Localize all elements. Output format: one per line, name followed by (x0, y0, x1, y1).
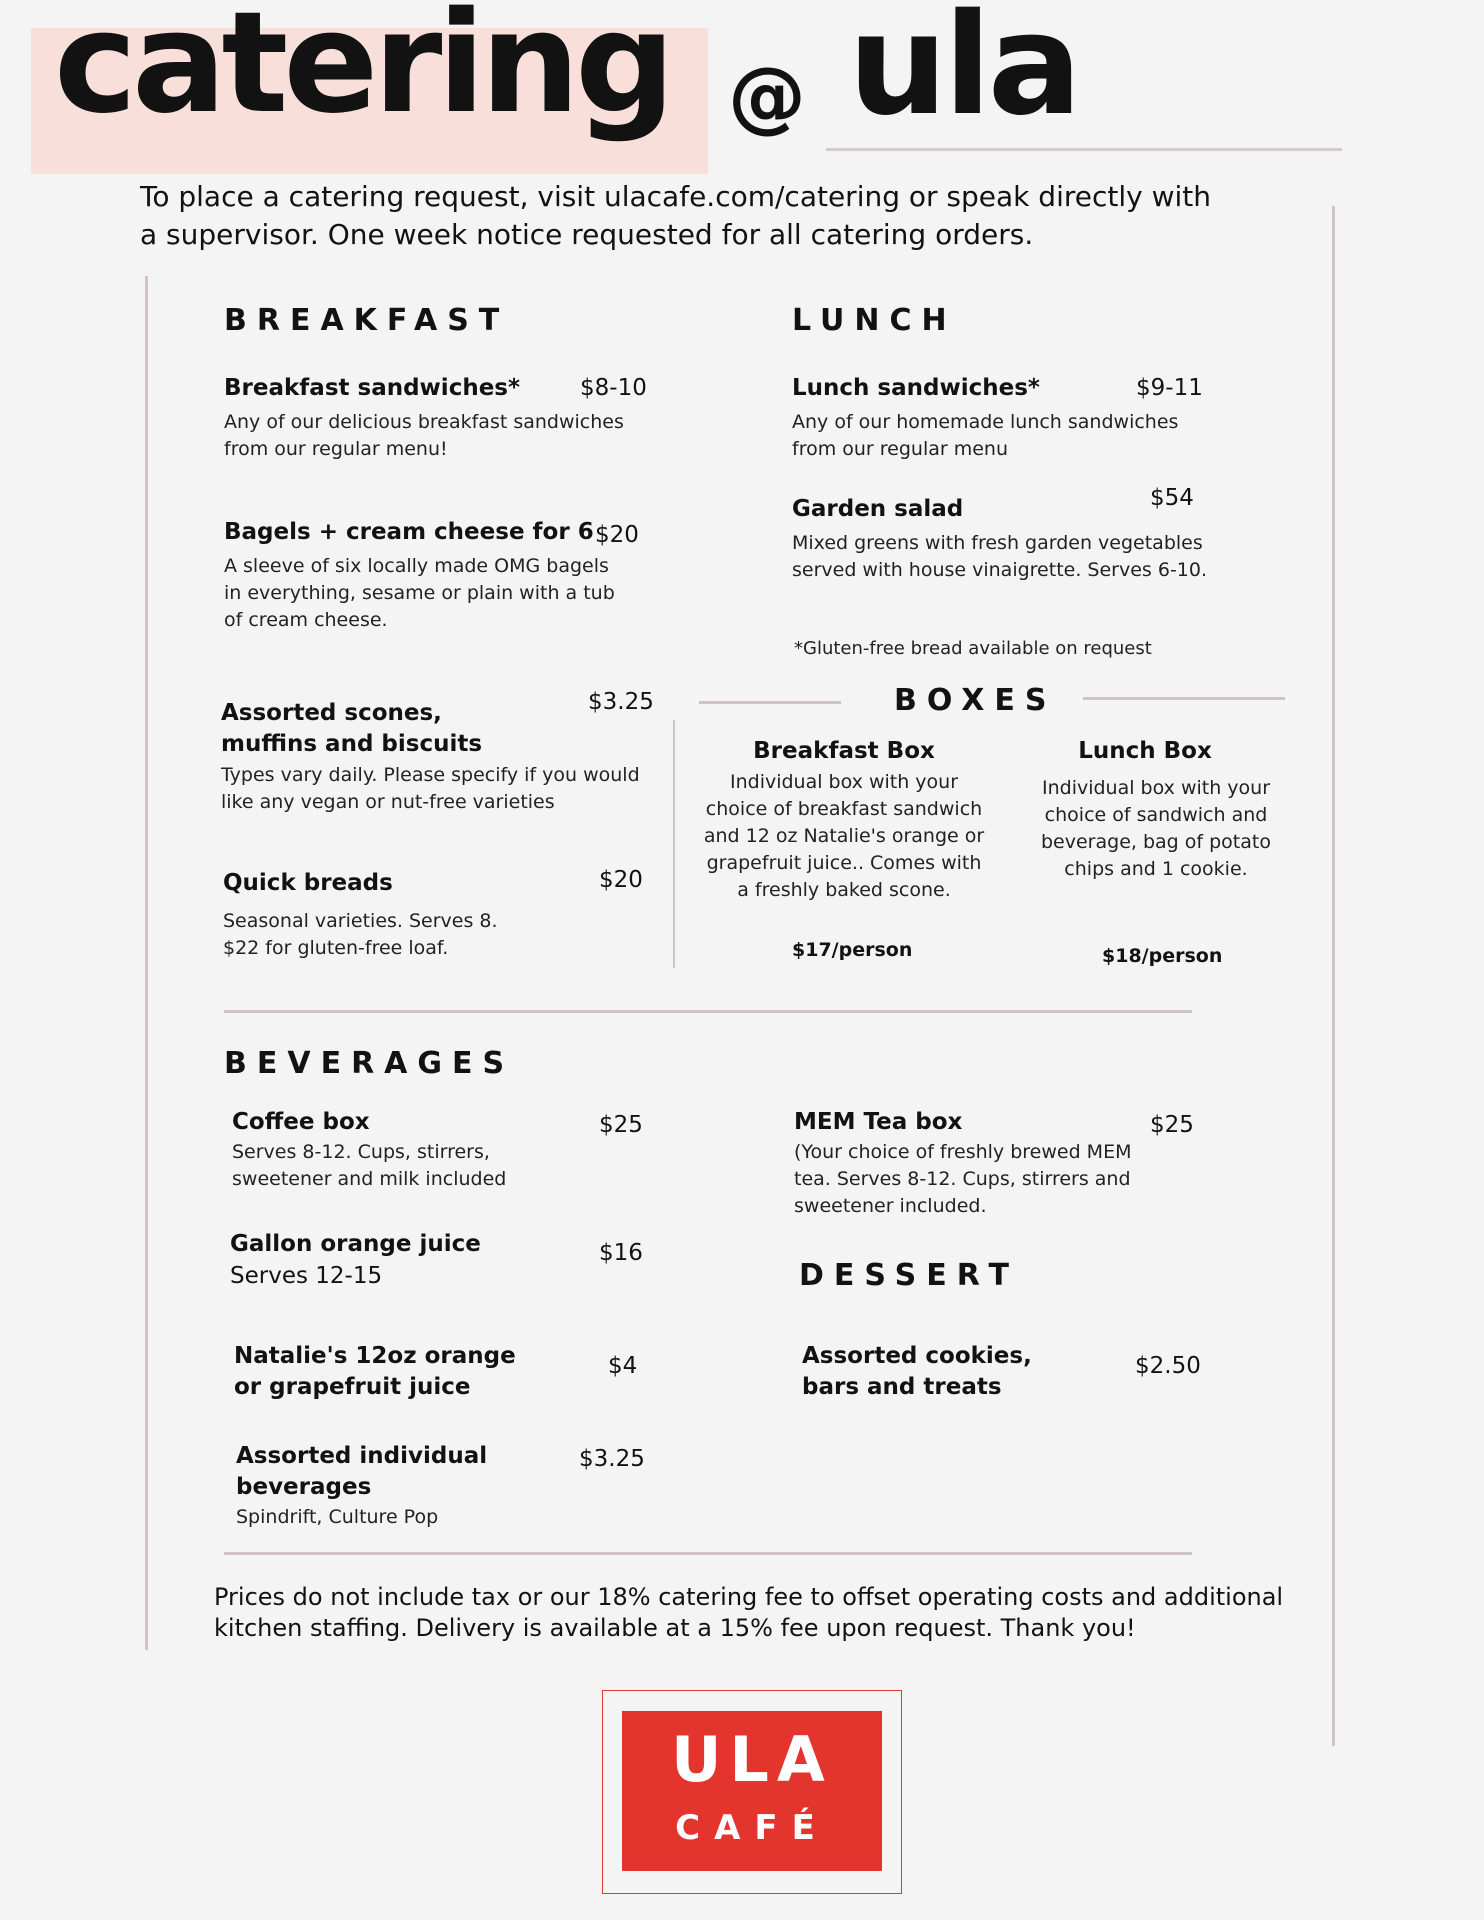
breakfast-sandwiches-name: Breakfast sandwiches* (224, 375, 521, 401)
breakfast-heading: BREAKFAST (224, 303, 510, 338)
coffee-box-name: Coffee box (232, 1109, 370, 1135)
breakfast-box-name: Breakfast Box (753, 738, 935, 764)
brand-name: ula (848, 0, 1079, 147)
lunch-sandwiches-name: Lunch sandwiches* (792, 375, 1040, 401)
section-divider-1 (224, 1010, 1192, 1013)
boxes-rule-right (1083, 697, 1285, 700)
boxes-rule-left (699, 701, 841, 704)
lunch-sandwiches-desc: Any of our homemade lunch sandwiches from our regular menu (792, 411, 1179, 460)
individual-beverages-name: Assorted individual beverages (236, 1443, 488, 1500)
scones-price: $3.25 (588, 689, 654, 715)
lunch-sandwiches-price: $9-11 (1136, 375, 1203, 401)
left-rule (145, 276, 148, 1650)
boxes-heading: BOXES (894, 683, 1057, 718)
natalies-juice-price: $4 (608, 1353, 638, 1379)
gallon-oj-name: Gallon orange juice (230, 1231, 481, 1257)
breakfast-sandwiches-price: $8-10 (580, 375, 647, 401)
breakfast-sandwiches-desc: Any of our delicious breakfast sandwiches from our regular menu! (224, 411, 624, 460)
individual-beverages-desc: Spindrift, Culture Pop (236, 1506, 439, 1528)
middle-rule (673, 720, 675, 968)
title-underline (826, 148, 1342, 151)
logo-line-1: ULA (671, 1723, 833, 1796)
natalies-juice-name: Natalie's 12oz orange or grapefruit juice (234, 1343, 516, 1400)
page-title: catering (54, 0, 671, 145)
quick-breads-name: Quick breads (223, 870, 393, 896)
bagels-price: $20 (595, 522, 639, 548)
right-rule (1332, 206, 1335, 1746)
mem-tea-box-price: $25 (1150, 1112, 1194, 1138)
coffee-box-desc: Serves 8-12. Cups, stirrers, sweetener and milk included (232, 1141, 507, 1190)
garden-salad-price: $54 (1150, 485, 1194, 511)
individual-beverages-price: $3.25 (579, 1446, 645, 1472)
gluten-free-note: *Gluten-free bread available on request (794, 638, 1152, 659)
breakfast-box-price: $17/person (792, 939, 913, 961)
garden-salad-name: Garden salad (792, 496, 964, 522)
intro-text: To place a catering request, visit ulacafe.com/catering or speak directly with a supervisor. One week notice requested for all catering orders. (140, 180, 1211, 251)
beverages-heading: BEVERAGES (224, 1046, 515, 1081)
lunch-box-price: $18/person (1102, 945, 1223, 967)
dessert-heading: DESSERT (799, 1258, 1019, 1293)
quick-breads-desc: Seasonal varieties. Serves 8. $22 for gluten-free loaf. (223, 910, 498, 959)
coffee-box-price: $25 (599, 1112, 643, 1138)
quick-breads-price: $20 (599, 867, 643, 893)
lunch-box-name: Lunch Box (1078, 738, 1212, 764)
breakfast-box-desc: Individual box with your choice of breakfast sandwich and 12 oz Natalie's orange or grapefruit juice.. Comes with a freshly baked scone. (703, 771, 985, 901)
lunch-box-desc: Individual box with your choice of sandwich and beverage, bag of potato chips and 1 cookie. (1041, 777, 1271, 880)
bagels-name: Bagels + cream cheese for 6 (224, 519, 594, 545)
cookies-price: $2.50 (1135, 1353, 1201, 1379)
cookies-name: Assorted cookies, bars and treats (802, 1343, 1032, 1400)
bagels-desc: A sleeve of six locally made OMG bagels in everything, sesame or plain with a tub of cream cheese. (224, 555, 615, 631)
logo-line-2: CAFÉ (675, 1808, 829, 1848)
garden-salad-desc: Mixed greens with fresh garden vegetables served with house vinaigrette. Serves 6-10. (792, 532, 1208, 581)
at-symbol: @ (728, 52, 806, 142)
footer-note: Prices do not include tax or our 18% catering fee to offset operating costs and additional kitchen staffing. Delivery is available at a 15% fee upon request. Thank you! (214, 1583, 1284, 1642)
mem-tea-box-name: MEM Tea box (794, 1109, 963, 1135)
lunch-heading: LUNCH (792, 303, 957, 338)
mem-tea-box-desc: (Your choice of freshly brewed MEM tea. Serves 8-12. Cups, stirrers and sweetener included. (794, 1141, 1132, 1217)
gallon-oj-desc: Serves 12-15 (230, 1263, 383, 1289)
gallon-oj-price: $16 (599, 1240, 643, 1266)
scones-name: Assorted scones, muffins and biscuits (221, 700, 483, 757)
scones-desc: Types vary daily. Please specify if you would like any vegan or nut-free varieties (221, 764, 640, 813)
ula-cafe-logo (622, 1711, 882, 1871)
section-divider-2 (224, 1552, 1192, 1555)
